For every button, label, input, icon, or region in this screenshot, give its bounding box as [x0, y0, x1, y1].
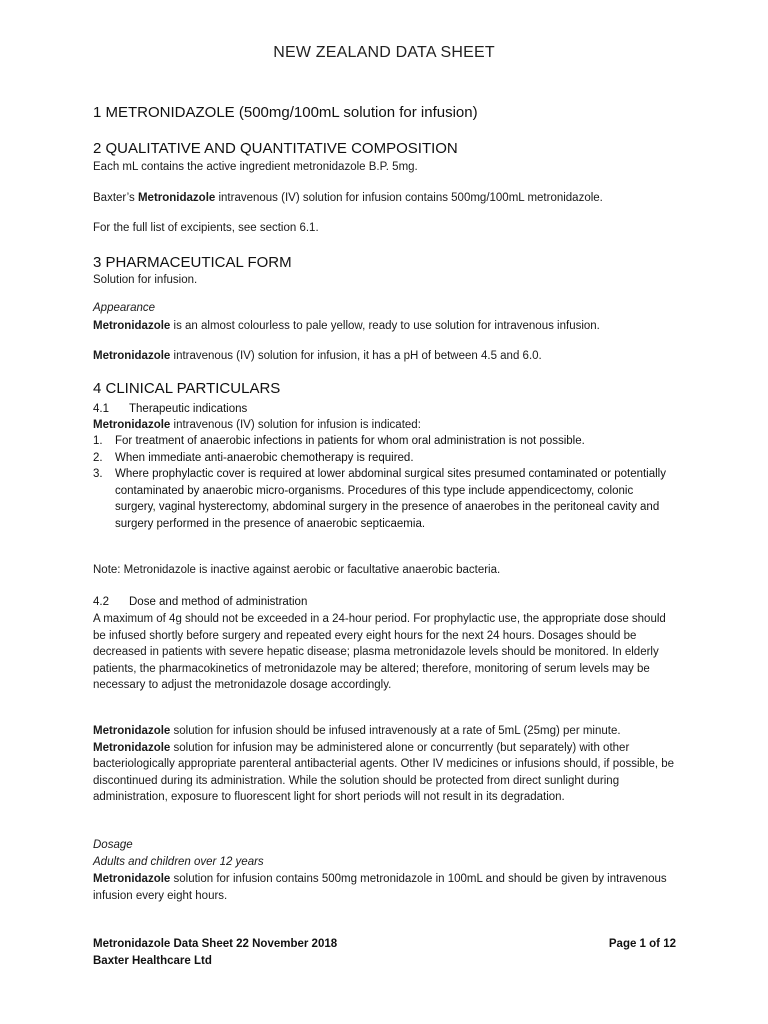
footer-company: Baxter Healthcare Ltd — [93, 955, 212, 967]
list-item — [93, 433, 668, 450]
form-text: Solution for infusion. — [93, 274, 198, 286]
text-run: is an almost colourless to pale yellow, ready to use solution for intravenous infusion. — [170, 320, 600, 332]
appearance-label: Appearance — [93, 302, 156, 314]
text-run: intravenous (IV) solution for infusion is indicated: — [170, 419, 421, 431]
section-3-heading: 3 PHARMACEUTICAL FORM — [93, 254, 292, 271]
list-number: 3. — [93, 468, 103, 480]
product-name: Metronidazole — [137, 192, 216, 204]
note-text: Note: Metronidazole is inactive against aerobic or facultative anaerobic bacteria. — [93, 564, 501, 576]
document-title: NEW ZEALAND DATA SHEET — [273, 44, 495, 61]
dosage-label: Dosage — [93, 839, 133, 851]
list-number: 1. — [93, 435, 103, 447]
product-name: Metronidazole — [93, 725, 171, 737]
dose-paragraph-1: A maximum of 4g should not be exceeded in a 24-hour period. For prophylactic use, the appropriate dose should be infused shortly before surgery and repeated every eight hours for the next 24 hours. Dosages should be decreased in patients with severe hepatic disease; plasma metronidazole levels should be monitored. In elderly patients, the pharmacokinetics of metronidazole may be altered; therefore, monitoring of serum levels may be necessary to adjust the metronidazole dosage accordingly. — [93, 613, 666, 691]
list-text: For treatment of anaerobic infections in patients for whom oral administration is not possible. — [115, 435, 585, 447]
text-run: intravenous (IV) solution for infusion, it has a pH of between 4.5 and 6.0. — [170, 350, 542, 362]
subsection-4-1-heading — [93, 401, 247, 417]
page-footer — [93, 936, 676, 970]
subsection-number: 4.1 — [93, 403, 109, 415]
list-text: Where prophylactic cover is required at lower abdominal surgical sites presumed contaminated or potentially contaminated by anaerobic micro-organisms. Procedures of this type include appendicectomy, colonic surgery, vaginal hysterectomy, abdominal surgery in the presence of anaerobes in the peritoneal cavity and surgery performed in the presence of anaerobic septicaemia. — [115, 468, 666, 530]
section-1-heading: 1 METRONIDAZOLE (500mg/100mL solution for infusion) — [93, 104, 478, 121]
list-number: 2. — [93, 451, 103, 464]
adults-label: Adults and children over 12 years — [93, 856, 264, 868]
list-text: When immediate anti-anaerobic chemotherapy is required. — [115, 451, 414, 464]
excipients-text: For the full list of excipients, see section 6.1. — [93, 222, 319, 234]
product-name: Metronidazole — [93, 419, 171, 431]
indications-intro — [93, 417, 683, 434]
adults-dosage-text — [93, 871, 679, 904]
list-item — [93, 450, 668, 467]
indications-list — [93, 433, 668, 532]
subsection-title: Therapeutic indications — [129, 403, 248, 415]
page-number: Page 1 of 12 — [608, 938, 676, 950]
text-run: solution for infusion should be infused intravenously at a rate of 5mL (25mg) per minute. — [170, 725, 621, 737]
subsection-4-2-heading — [93, 594, 307, 610]
product-name: Metronidazole — [93, 741, 171, 754]
composition-text: Each mL contains the active ingredient metronidazole B.P. 5mg. — [93, 161, 418, 173]
section-2-heading: 2 QUALITATIVE AND QUANTITATIVE COMPOSITION — [93, 140, 458, 157]
section-4-heading: 4 CLINICAL PARTICULARS — [93, 380, 281, 397]
text-run: intravenous (IV) solution for infusion contains 500mg/100mL metronidazole. — [215, 192, 603, 204]
footer-document-title: Metronidazole Data Sheet 22 November 2018 — [93, 938, 338, 950]
ph-text — [93, 348, 683, 365]
list-item — [93, 466, 668, 532]
text-run: Baxter’s — [93, 192, 138, 204]
subsection-title: Dose and method of administration — [129, 596, 308, 608]
product-name: Metronidazole — [93, 873, 171, 885]
product-name: Metronidazole — [93, 320, 171, 332]
product-name: Metronidazole — [93, 350, 171, 362]
text-run: solution for infusion contains 500mg metronidazole in 100mL and should be given by intravenous infusion every eight hours. — [93, 873, 667, 902]
subsection-number: 4.2 — [93, 596, 109, 608]
composition-product-text — [93, 190, 683, 207]
text-run: solution for infusion may be administered alone or concurrently (but separately) with other bacteriologically appropriate parenteral antibacterial agents. Other IV medicines or infusions should, if possible, be discontinued during its administration. While the solution should be protected from direct sunlight during administration, exposure to fluorescent light for short periods will not result in its degradation. — [93, 741, 675, 803]
appearance-text — [93, 318, 683, 335]
dose-paragraph-2 — [93, 723, 679, 806]
